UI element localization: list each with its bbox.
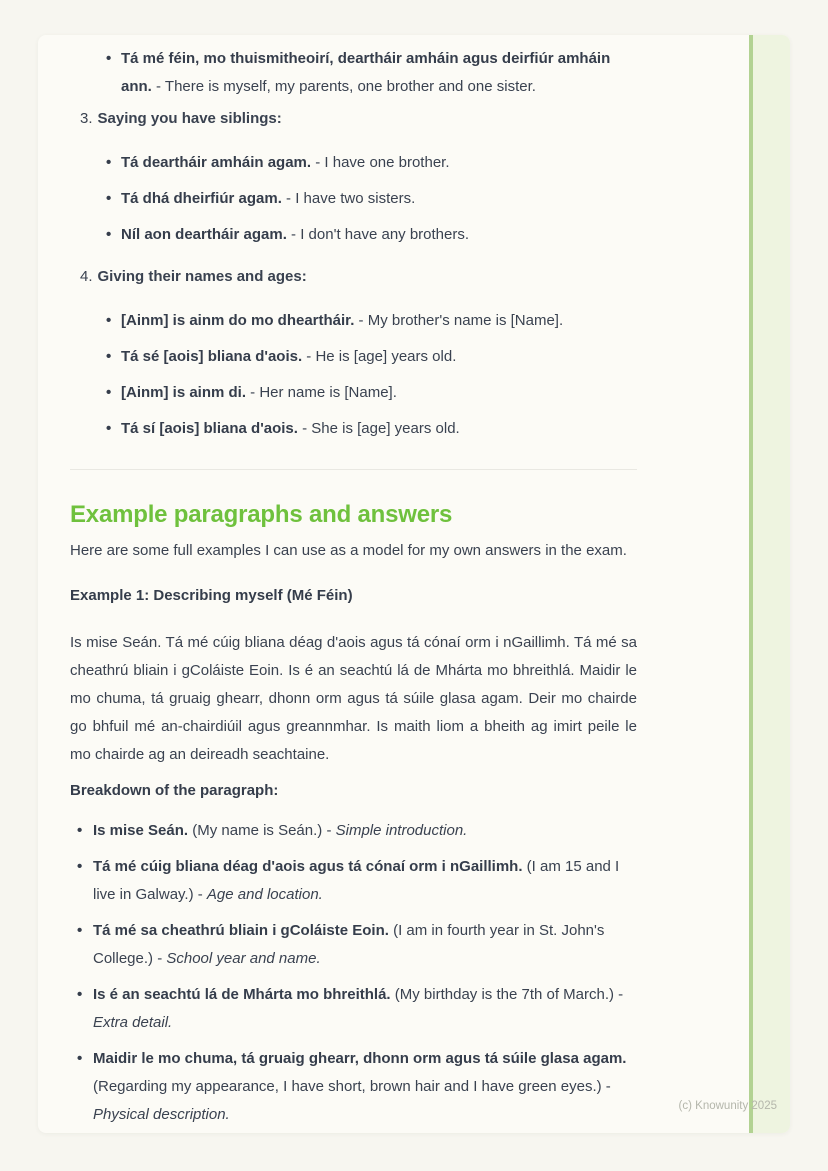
- list-item: [106, 45, 637, 101]
- breakdown-item: [77, 1045, 637, 1129]
- irish-phrase: Tá mé sa cheathrú bliain i gColáiste Eoin.: [93, 922, 389, 939]
- green-accent-bar: [749, 35, 790, 1133]
- irish-phrase: Maidir le mo chuma, tá gruaig ghearr, dhonn orm agus tá súile glasa agam.: [93, 1050, 627, 1067]
- list-item: [106, 343, 637, 371]
- list-item: [106, 221, 637, 249]
- english-translation: - Her name is [Name].: [246, 384, 397, 401]
- irish-phrase: Is é an seachtú lá de Mhárta mo bhreithlá.: [93, 986, 391, 1003]
- irish-phrase: Tá dhá dheirfiúr agam.: [121, 190, 282, 207]
- list-item: [106, 185, 637, 213]
- leading-bullet-list: [106, 45, 637, 101]
- irish-phrase: [Ainm] is ainm do mo dheartháir.: [121, 312, 355, 329]
- english-translation: - I don't have any brothers.: [286, 226, 470, 243]
- breakdown-title: Breakdown of the paragraph:: [70, 782, 279, 799]
- example-1-title: Example 1: Describing myself (Mé Féin): [70, 587, 353, 604]
- list-item: [106, 379, 637, 407]
- irish-phrase: Tá mé cúig bliana déag d'aois agus tá cónaí orm i nGaillimh.: [93, 858, 523, 875]
- paren-translation: (My name is Seán.) -: [188, 822, 336, 839]
- section-number: 4.: [80, 268, 93, 285]
- grammar-note: Extra detail.: [93, 1014, 173, 1031]
- section-title: Saying you have siblings:: [97, 110, 282, 127]
- english-translation: - She is [age] years old.: [297, 420, 460, 437]
- section-3-bullet-list: [106, 149, 637, 249]
- breakdown-list: [77, 817, 637, 1129]
- english-translation: - I have two sisters.: [281, 190, 416, 207]
- section-number: 3.: [80, 110, 93, 127]
- english-translation: - My brother's name is [Name].: [354, 312, 564, 329]
- section-divider: [70, 469, 637, 470]
- irish-phrase: Tá deartháir amháin agam.: [121, 154, 312, 171]
- irish-phrase: Tá sí [aois] bliana d'aois.: [121, 420, 298, 437]
- document-page: [38, 35, 790, 1133]
- breakdown-item: [77, 853, 637, 909]
- intro-paragraph: Here are some full examples I can use as a model for my own answers in the exam.: [70, 542, 627, 559]
- document-content: [70, 45, 637, 1129]
- grammar-note: Age and location.: [206, 886, 323, 903]
- irish-phrase: Níl aon deartháir agam.: [121, 226, 287, 243]
- paren-translation: (Regarding my appearance, I have short, brown hair and I have green eyes.) -: [93, 1078, 611, 1095]
- breakdown-item: [77, 917, 637, 973]
- section-title: Giving their names and ages:: [97, 268, 307, 285]
- example-1-paragraph: Is mise Seán. Tá mé cúig bliana déag d'aois agus tá cónaí orm i nGaillimh. Tá mé sa cheathrú bliain i gColáiste Eoin. Is é an seachtú lá de Mhárta mo bhreithlá. Maidir le mo chuma, tá gruaig ghearr, dhonn orm agus tá súile glasa agam. Deir mo chairde go bhfuil mé an-chairdiúil agus greannmhar. Is maith liom a bheith ag imirt peile le mo chairde ag an deireadh seachtaine.: [70, 634, 637, 763]
- paren-translation: (My birthday is the 7th of March.) -: [390, 986, 624, 1003]
- copyright-watermark: (c) Knowunity 2025: [678, 1100, 777, 1112]
- paren-translation: (I am in fourth year in St. John's College.) -: [93, 922, 605, 967]
- paren-translation: (I am 15 and I live in Galway.) -: [93, 858, 620, 903]
- english-translation: - There is myself, my parents, one brother and one sister.: [151, 78, 536, 95]
- grammar-note: School year and name.: [166, 950, 321, 967]
- english-translation: - I have one brother.: [311, 154, 450, 171]
- examples-heading: Example paragraphs and answers: [70, 501, 453, 528]
- irish-phrase: Is mise Seán.: [93, 822, 189, 839]
- breakdown-item: [77, 981, 637, 1037]
- list-item: [106, 149, 637, 177]
- breakdown-item: [77, 817, 637, 845]
- list-item: [106, 307, 637, 335]
- section-heading-3: [80, 105, 637, 133]
- list-item: [106, 415, 637, 443]
- grammar-note: Simple introduction.: [335, 822, 468, 839]
- grammar-note: Physical description.: [93, 1106, 230, 1123]
- irish-phrase: [Ainm] is ainm di.: [121, 384, 247, 401]
- english-translation: - He is [age] years old.: [302, 348, 457, 365]
- irish-phrase: Tá mé féin, mo thuismitheoirí, deartháir amháin agus deirfiúr amháin ann.: [121, 50, 611, 95]
- section-heading-4: [80, 263, 637, 291]
- irish-phrase: Tá sé [aois] bliana d'aois.: [121, 348, 303, 365]
- section-4-bullet-list: [106, 307, 637, 443]
